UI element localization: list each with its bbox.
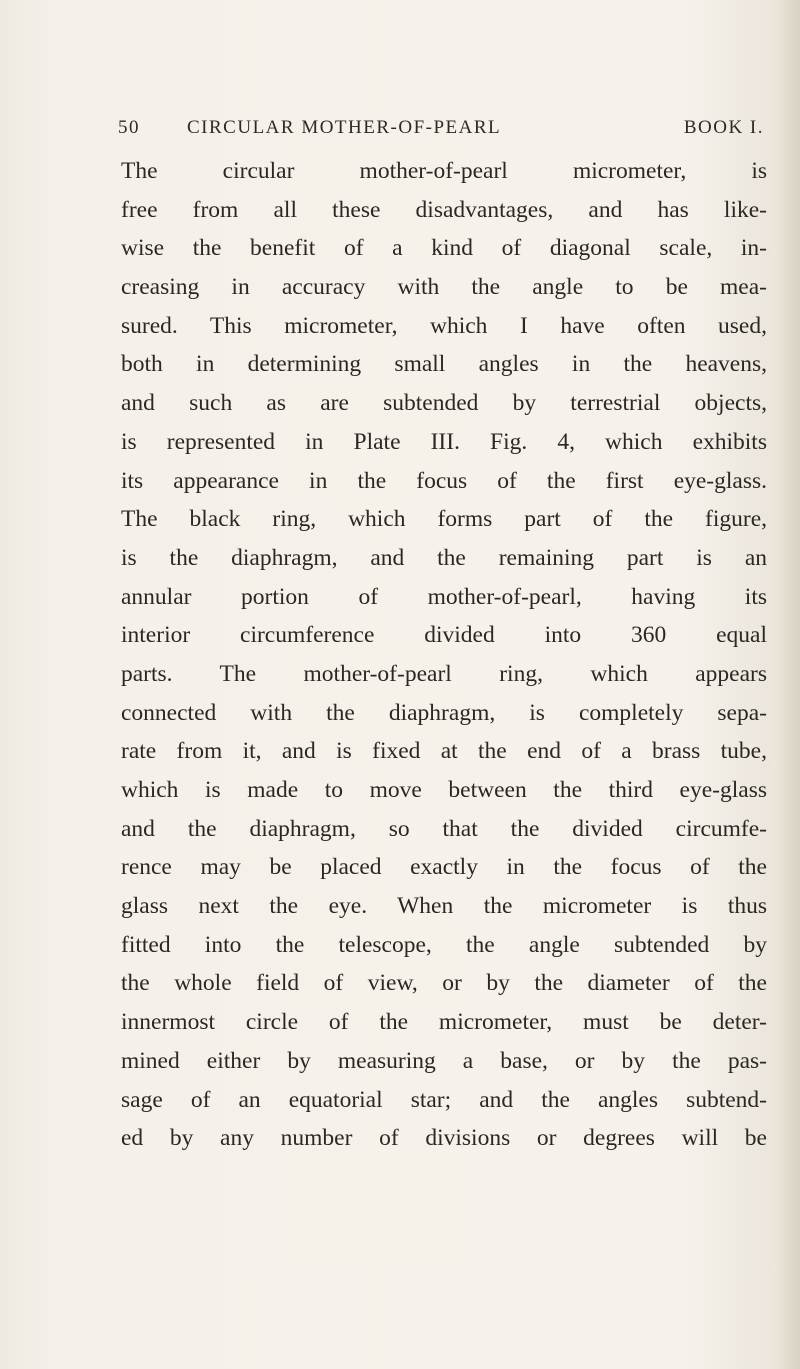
text-line: ed by any number of divisions or degrees will be — [121, 1125, 767, 1152]
text-line: annular portion of mother-of-pearl, having its — [121, 583, 767, 610]
text-line: sage of an equatorial star; and the angles subtend- — [121, 1086, 767, 1113]
text-line: the whole field of view, or by the diameter of the — [121, 970, 767, 997]
running-header — [118, 117, 768, 147]
text-line: parts. The mother-of-pearl ring, which appears — [121, 660, 767, 687]
text-line: free from all these disadvantages, and has like- — [121, 196, 767, 223]
text-line: is represented in Plate III. Fig. 4, which exhibits — [121, 428, 767, 455]
text-line: its appearance in the focus of the first eye-glass. — [121, 467, 767, 494]
text-line: interior circumference divided into 360 equal — [121, 622, 767, 649]
text-line: wise the benefit of a kind of diagonal scale, in- — [121, 235, 767, 262]
text-line: is the diaphragm, and the remaining part is an — [121, 544, 767, 571]
text-line: The black ring, which forms part of the figure, — [121, 506, 767, 533]
text-line: which is made to move between the third eye-glass — [121, 777, 767, 803]
text-line: creasing in accuracy with the angle to be mea- — [121, 274, 767, 301]
text-line: connected with the diaphragm, is completely sepa- — [121, 699, 767, 726]
text-line: The circular mother-of-pearl micrometer, is — [121, 158, 767, 184]
body-text — [121, 152, 767, 1158]
text-line: innermost circle of the micrometer, must be deter- — [121, 1009, 767, 1036]
text-line: both in determining small angles in the heavens, — [121, 351, 767, 378]
text-line: and such as are subtended by terrestrial objects, — [121, 390, 767, 417]
text-line: fitted into the telescope, the angle subtended by — [121, 931, 767, 958]
text-line: and the diaphragm, so that the divided circumfe- — [121, 815, 767, 842]
text-line: glass next the eye. When the micrometer is thus — [121, 893, 767, 920]
text-line: rence may be placed exactly in the focus of the — [121, 854, 767, 881]
page-number: 50 — [118, 117, 140, 138]
book-label: BOOK I. — [683, 117, 764, 138]
text-line: rate from it, and is fixed at the end of a brass tube, — [121, 738, 767, 765]
running-title: CIRCULAR MOTHER-OF-PEARL — [187, 117, 502, 138]
text-line: sured. This micrometer, which I have often used, — [121, 312, 767, 339]
text-line: mined either by measuring a base, or by the pas- — [121, 1047, 767, 1074]
